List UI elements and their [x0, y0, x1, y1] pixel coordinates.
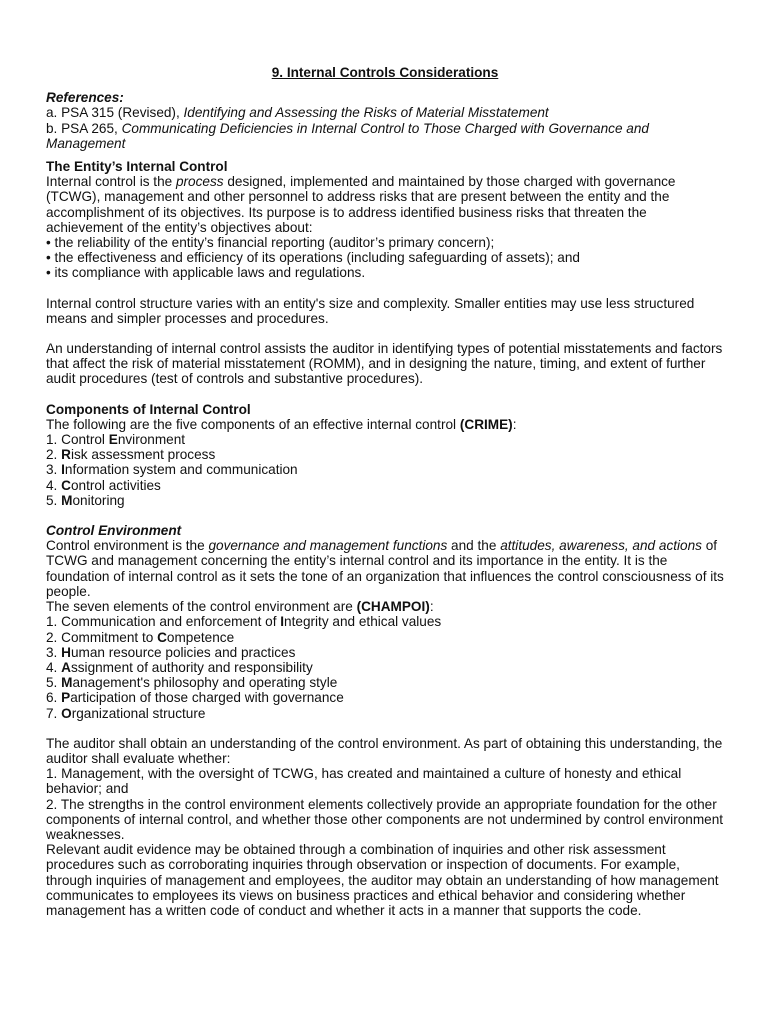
evaluation-item: 2. The strengths in the control environment elements collectively provide an appropriate foundation for the other components of internal control, and whether those other components are not undermined by control environment weaknesses. — [46, 796, 724, 842]
control-environment-item: 1. Communication and enforcement of Integrity and ethical values — [46, 614, 442, 630]
control-environment-paragraph-3: Relevant audit evidence may be obtained through a combination of inquiries and other risk assessment procedures such as corroborating inquiries through observation or inspection of documents. For example, through inquiries of management and employees, the auditor may obtain an understanding of how management communicates to employees its views on business practices and ethical behavior and considering whether management has a written code of conduct and whether it acts in a manner that supports the code. — [46, 842, 719, 918]
control-environment-paragraph-2: The auditor shall obtain an understanding of the control environment. As part of obtaining this understanding, the auditor shall evaluate whether: — [46, 735, 723, 766]
component-item: 3. Information system and communication — [46, 462, 298, 478]
control-environment-paragraph-1: Control environment is the governance and management functions and the attitudes, awareness, and actions of TCWG and management concerning the entity’s internal control and its importance in the entity. It is the foundation of internal control as it sets the tone of an organization that influences the control consciousness of its people. — [46, 538, 724, 599]
control-environment-item: 5. Management's philosophy and operating style — [46, 675, 338, 691]
reference-item: b. PSA 265, Communicating Deficiencies in Internal Control to Those Charged with Governance and Management — [46, 120, 649, 151]
entity-bullet: • its compliance with applicable laws and regulations. — [46, 265, 366, 281]
document-title: 9. Internal Controls Considerations — [271, 65, 499, 80]
evaluation-item: 1. Management, with the oversight of TCWG, has created and maintained a culture of honesty and ethical behavior; and — [46, 766, 682, 797]
component-item: 1. Control Environment — [46, 432, 186, 448]
control-environment-item: 6. Participation of those charged with governance — [46, 690, 344, 706]
reference-item: a. PSA 315 (Revised), Identifying and Assessing the Risks of Material Misstatement — [46, 105, 549, 121]
entity-paragraph-2: Internal control structure varies with an entity's size and complexity. Smaller entities may use less structured means and simpler processes and procedures. — [46, 295, 695, 326]
entity-bullet: • the effectiveness and efficiency of its operations (including safeguarding of assets); and — [46, 250, 580, 266]
entity-heading: The Entity’s Internal Control — [46, 159, 228, 175]
entity-bullet: • the reliability of the entity’s financial reporting (auditor’s primary concern); — [46, 235, 495, 251]
components-intro: The following are the five components of an effective internal control (CRIME): — [46, 416, 517, 432]
component-item: 5. Monitoring — [46, 492, 125, 508]
control-environment-item: 4. Assignment of authority and responsibility — [46, 659, 313, 675]
components-heading: Components of Internal Control — [46, 401, 251, 417]
entity-paragraph-3: An understanding of internal control assists the auditor in identifying types of potential misstatements and factors that affect the risk of material misstatement (ROMM), and in designing the nature, timing, and extent of further audit procedures (test of controls and substantive procedures). — [46, 341, 723, 387]
references-heading: References: — [46, 90, 124, 106]
entity-paragraph-1: Internal control is the process designed, implemented and maintained by those charged with governance (TCWG), management and other personnel to address risks that are present between the entity and the accomplishment of its objectives. Its purpose is to address identified business risks that threaten the achievement of the entity’s objectives about: — [46, 174, 676, 235]
control-environment-item: 3. Human resource policies and practices — [46, 644, 296, 660]
control-environment-item: 2. Commitment to Competence — [46, 629, 235, 645]
component-item: 4. Control activities — [46, 477, 161, 493]
component-item: 2. Risk assessment process — [46, 447, 216, 463]
control-environment-intro: The seven elements of the control environment are (CHAMPOI): — [46, 599, 434, 615]
control-environment-item: 7. Organizational structure — [46, 705, 206, 721]
control-environment-heading: Control Environment — [46, 523, 182, 539]
